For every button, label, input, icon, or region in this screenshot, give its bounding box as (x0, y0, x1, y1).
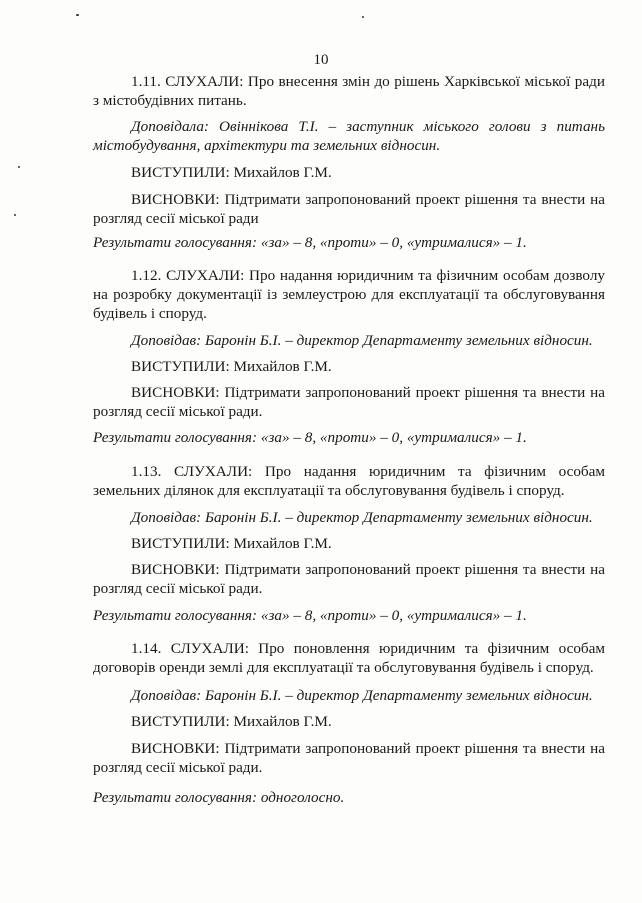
scan-speck (76, 14, 79, 16)
speakers-paragraph: ВИСТУПИЛИ: Михайлов Г.М. (131, 713, 332, 730)
reporter-paragraph: Доповідав: Баронін Б.І. – директор Департаменту земельних відносин. (131, 509, 593, 526)
conclusion-paragraph: ВИСНОВКИ: Підтримати запропонований проект рішення та внести на розгляд сесії міської ради. (93, 740, 605, 776)
vote-result: Результати голосування: одноголосно. (93, 789, 345, 806)
conclusion-paragraph: ВИСНОВКИ: Підтримати запропонований проект рішення та внести на розгляд сесії міської ради (93, 191, 605, 227)
heard-paragraph: 1.13. СЛУХАЛИ: Про надання юридичним та фізичним особам земельних ділянок для експлуатації та обслуговування будівель і споруд. (93, 463, 605, 499)
reporter-paragraph: Доповідав: Баронін Б.І. – директор Департаменту земельних відносин. (131, 687, 593, 704)
vote-result: Результати голосування: «за» – 8, «проти» – 0, «утрималися» – 1. (93, 607, 527, 624)
reporter-paragraph: Доповідала: Овіннікова Т.І. – заступник міського голови з питань містобудування, архітектури та земельних відносин. (93, 118, 605, 154)
conclusion-paragraph: ВИСНОВКИ: Підтримати запропонований проект рішення та внести на розгляд сесії міської ради. (93, 384, 605, 420)
vote-result: Результати голосування: «за» – 8, «проти» – 0, «утрималися» – 1. (93, 234, 527, 251)
heard-paragraph: 1.14. СЛУХАЛИ: Про поновлення юридичним та фізичним особам договорів оренди землі для експлуатації та обслуговування будівель і споруд. (93, 640, 605, 676)
speakers-paragraph: ВИСТУПИЛИ: Михайлов Г.М. (131, 535, 332, 552)
heard-paragraph: 1.12. СЛУХАЛИ: Про надання юридичним та фізичним особам дозволу на розробку документації із землеустрою для експлуатації та обслуговування будівель і споруд. (93, 267, 605, 322)
speakers-paragraph: ВИСТУПИЛИ: Михайлов Г.М. (131, 164, 332, 181)
heard-paragraph: 1.11. СЛУХАЛИ: Про внесення змін до рішень Харківської міської ради з містобудівних питань. (93, 73, 605, 109)
speakers-paragraph: ВИСТУПИЛИ: Михайлов Г.М. (131, 358, 332, 375)
scan-speck (18, 166, 20, 168)
reporter-paragraph: Доповідав: Баронін Б.І. – директор Департаменту земельних відносин. (131, 332, 593, 349)
scan-speck (362, 16, 364, 18)
scan-speck (14, 214, 16, 216)
conclusion-paragraph: ВИСНОВКИ: Підтримати запропонований проект рішення та внести на розгляд сесії міської ради. (93, 561, 605, 597)
page-number: 10 (313, 52, 329, 68)
vote-result: Результати голосування: «за» – 8, «проти» – 0, «утрималися» – 1. (93, 429, 527, 446)
